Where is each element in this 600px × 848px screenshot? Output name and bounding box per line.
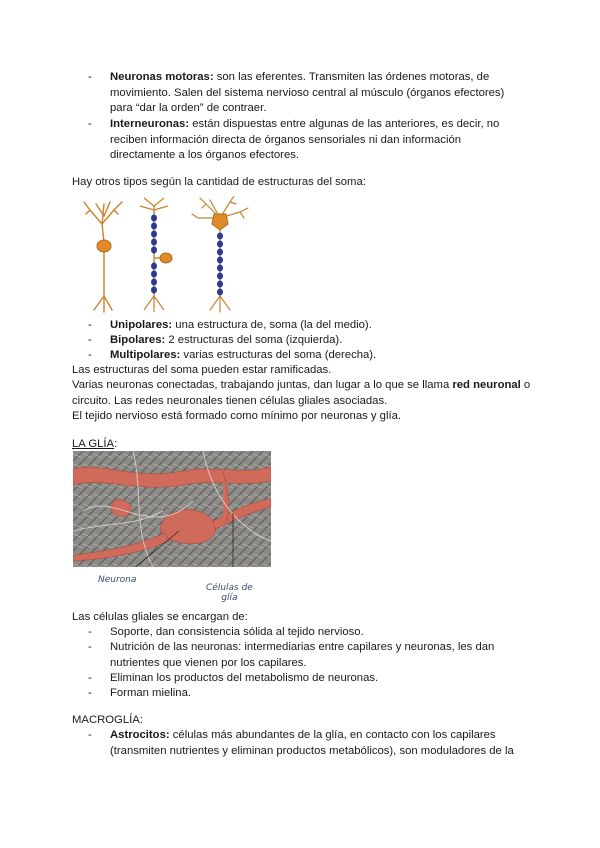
glia-function-text: Forman mielina.	[110, 687, 191, 699]
intro-types-paragraph: Hay otros tipos según la cantidad de estructuras del soma:	[72, 176, 366, 188]
bullet-astrocytes	[88, 728, 518, 759]
bullet-dash: -	[88, 672, 92, 684]
glia-label-line2: glía	[221, 593, 238, 603]
unipolar-label: Unipolares:	[110, 319, 173, 331]
unipolar-text: una estructura de, soma (la del medio).	[172, 319, 372, 331]
micrograph-label-glia	[206, 583, 253, 603]
bipolar-text: 2 estructuras del soma (izquierda).	[165, 334, 343, 346]
para2-post: o circuito. Las redes neuronales tienen células gliales asociadas.	[72, 379, 531, 407]
glia-function-metabolism	[88, 671, 528, 687]
multipolar-label: Multipolares:	[110, 349, 181, 361]
bullet-multipolar	[88, 348, 528, 364]
glia-function-text: Eliminan los productos del metabolismo de neuronas.	[110, 672, 379, 684]
para2-pre: Varias neuronas conectadas, trabajando juntas, dan lugar a lo que se llama	[72, 379, 453, 391]
motor-text: son las eferentes. Transmiten las órdenes motoras, de movimiento. Salen del sistema nervioso central al músculo (órganos efectores) para “dar la orden” de contraer.	[110, 71, 505, 114]
glia-function-text: Soporte, dan consistencia sólida al tejido nervioso.	[110, 626, 364, 638]
macroglia-heading: MACROGLÍA:	[72, 714, 143, 726]
multipolar-text: varias estructuras del soma (derecha).	[180, 349, 377, 361]
glia-label-line1: Células de	[206, 583, 253, 593]
bullet-dash: -	[88, 729, 92, 741]
glia-function-text: Nutrición de las neuronas: intermediarias entre capilares y neuronas, les dan nutrientes que vienen por los capilares.	[110, 641, 495, 669]
neuron-types-illustration	[78, 196, 258, 316]
bullet-bipolar	[88, 333, 528, 349]
neural-network-term: red neuronal	[452, 379, 521, 391]
bullet-unipolar	[88, 318, 528, 334]
glia-micrograph	[73, 451, 271, 567]
bullet-interneurons	[88, 117, 528, 164]
inter-text: están dispuestas entre algunas de las anteriores, es decir, no reciben información directa de órganos sensoriales ni dan información directamente a los órganos efectores.	[110, 118, 500, 161]
bullet-dash: -	[88, 118, 92, 130]
unipolar-neuron-drawing	[84, 202, 122, 312]
motor-label: Neuronas motoras:	[110, 71, 214, 83]
bullet-motor-neurons	[88, 70, 528, 117]
glia-function-support	[88, 625, 528, 641]
astro-text: células más abundantes de la glía, en contacto con los capilares (transmiten nutrientes y eliminan productos metabólicos), son moduladores de la	[110, 729, 514, 757]
glia-function-myelin	[88, 686, 528, 702]
soma-branching-paragraph: Las estructuras del soma pueden estar ramificadas.	[72, 364, 332, 376]
neural-network-paragraph	[72, 378, 552, 409]
bullet-dash: -	[88, 349, 92, 361]
astro-label: Astrocitos:	[110, 729, 170, 741]
glia-heading-text: LA GLÍA	[72, 438, 115, 450]
nervous-tissue-paragraph: El tejido nervioso está formado como mínimo por neuronas y glía.	[72, 410, 402, 422]
bullet-dash: -	[88, 319, 92, 331]
inter-label: Interneuronas:	[110, 118, 190, 130]
bipolar-neuron-drawing	[140, 198, 172, 312]
glia-heading-colon: :	[114, 438, 118, 450]
bullet-dash: -	[88, 71, 92, 83]
bullet-dash: -	[88, 626, 92, 638]
bullet-dash: -	[88, 334, 92, 346]
glia-function-nutrition	[88, 640, 528, 671]
multipolar-neuron-drawing	[192, 196, 248, 312]
bullet-dash: -	[88, 641, 92, 653]
glia-intro-paragraph: Las células gliales se encargan de:	[72, 611, 248, 623]
bullet-dash: -	[88, 687, 92, 699]
bipolar-label: Bipolares:	[110, 334, 166, 346]
micrograph-label-neurona: Neurona	[98, 575, 137, 585]
